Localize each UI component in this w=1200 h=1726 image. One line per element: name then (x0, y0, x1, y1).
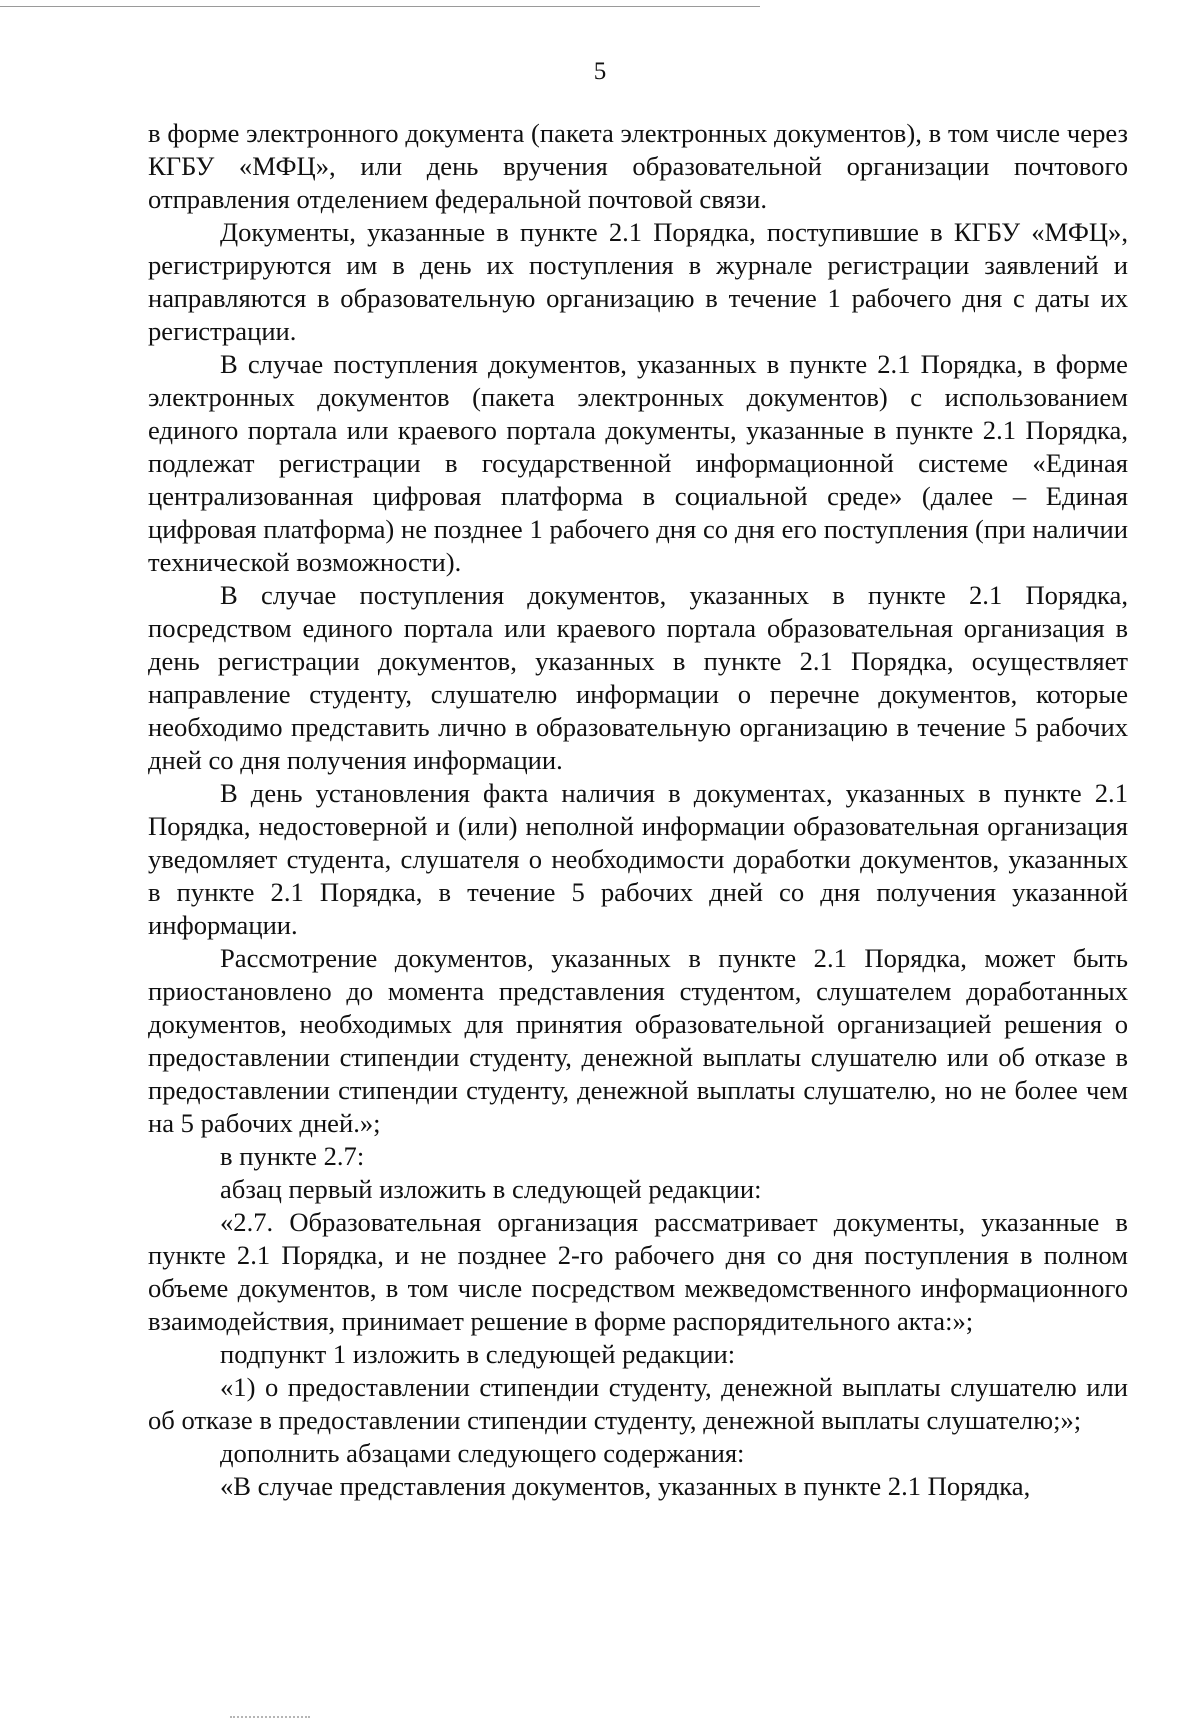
paragraph: «В случае представления документов, указанных в пункте 2.1 Порядка, (220, 1471, 1031, 1501)
paragraph: В случае поступления документов, указанных в пункте 2.1 Порядка, посредством единого портала или краевого портала образовательная организация в день регистрации документов, указанных в пункте 2.1 Порядка, осуществляет направление студенту, слушателю информации о перечне документов, которые необходимо представить лично в образовательную организацию в течение 5 рабочих дней со дня получения информации. (148, 580, 1128, 775)
paragraph: В случае поступления документов, указанных в пункте 2.1 Порядка, в форме электронных документов (пакета электронных документов) с использованием единого портала или краевого портала документы, указанные в пункте 2.1 Порядка, подлежат регистрации в государственной информационной системе «Единая централизованная цифровая платформа в социальной среде» (далее – Единая цифровая платформа) не позднее 1 рабочего дня со дня его поступления (при наличии технической возможности). (148, 349, 1128, 577)
paragraph: В день установления факта наличия в документах, указанных в пункте 2.1 Порядка, недостоверной и (или) неполной информации образовательная организация уведомляет студента, слушателя о необходимости доработки документов, указанных в пункте 2.1 Порядка, в течение 5 рабочих дней со дня получения указанной информации. (148, 778, 1128, 940)
paragraph: дополнить абзацами следующего содержания: (220, 1438, 745, 1468)
paragraph: «2.7. Образовательная организация рассматривает документы, указанные в пункте 2.1 Порядка, и не позднее 2-го рабочего дня со дня поступления в полном объеме документов, в том числе посредством межведомственного информационного взаимодействия, принимает решение в форме распорядительного акта:»; (148, 1207, 1128, 1336)
bottom-scan-marks (230, 1716, 310, 1718)
paragraph: в пункте 2.7: (220, 1141, 365, 1171)
paragraph: Рассмотрение документов, указанных в пункте 2.1 Порядка, может быть приостановлено до момента представления студентом, слушателем доработанных документов, необходимых для принятия образовательной организацией решения о предоставлении стипендии студенту, денежной выплаты слушателю или об отказе в предоставлении стипендии студенту, денежной выплаты слушателю, но не более чем на 5 рабочих дней.»; (148, 943, 1128, 1138)
document-body (148, 117, 1128, 1503)
paragraph: в форме электронного документа (пакета электронных документов), в том числе через КГБУ «МФЦ», или день вручения образовательной организации почтового отправления отделением федеральной почтовой связи. (148, 118, 1128, 214)
paragraph: подпункт 1 изложить в следующей редакции: (220, 1339, 736, 1369)
paragraph: Документы, указанные в пункте 2.1 Порядка, поступившие в КГБУ «МФЦ», регистрируются им в день их поступления в журнале регистрации заявлений и направляются в образовательную организацию в течение 1 рабочего дня с даты их регистрации. (148, 217, 1128, 346)
page-number: 5 (593, 58, 607, 85)
top-edge-rule (0, 6, 760, 7)
paragraph: «1) о предоставлении стипендии студенту, денежной выплаты слушателю или об отказе в предоставлении стипендии студенту, денежной выплаты слушателю;»; (148, 1372, 1128, 1435)
paragraph: абзац первый изложить в следующей редакции: (220, 1174, 762, 1204)
